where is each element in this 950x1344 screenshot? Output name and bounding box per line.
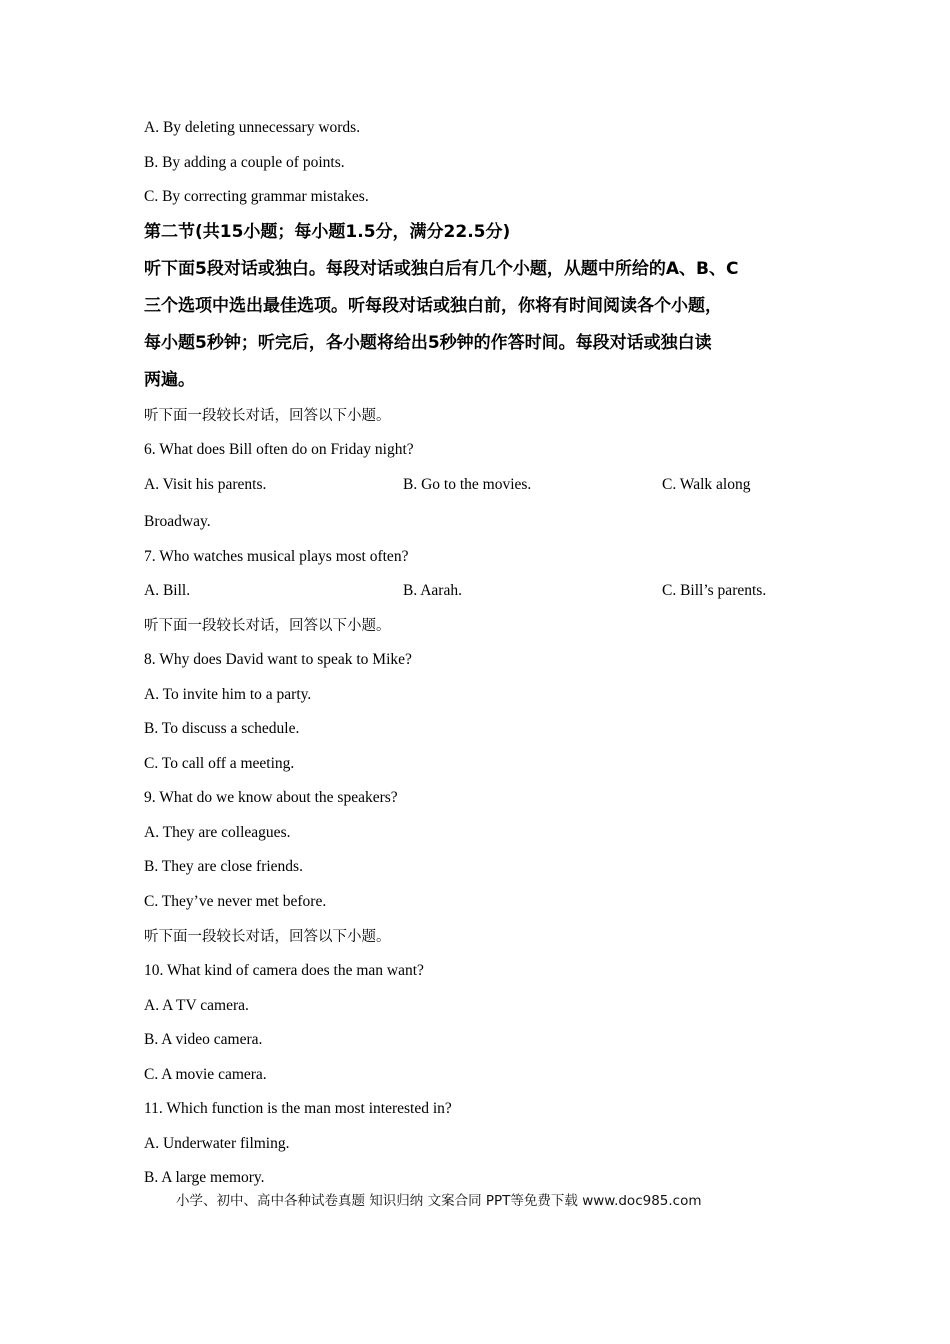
dialogue-prompt-1: 听下面一段较长对话，回答以下小题。 [144,408,391,424]
q6-option-c: C. Walk along [662,476,751,493]
section-heading: 第二节(共15小题；每小题1.5分，满分22.5分) [144,222,511,242]
q5-option-c: C. By correcting grammar mistakes. [144,188,369,205]
q10-option-b: B. A video camera. [144,1031,263,1048]
q7-option-b: B. Aarah. [403,582,462,599]
q5-option-b: B. By adding a couple of points. [144,154,345,171]
q7-option-c: C. Bill’s parents. [662,582,767,599]
q8-question: 8. Why does David want to speak to Mike? [144,651,412,668]
q9-question: 9. What do we know about the speakers? [144,789,398,806]
q8-option-b: B. To discuss a schedule. [144,720,300,737]
q9-option-b: B. They are close friends. [144,858,303,875]
q7-option-a: A. Bill. [144,582,191,599]
instructions-line-4: 两遍。 [144,370,195,390]
q6-option-a: A. Visit his parents. [144,476,267,493]
q10-question: 10. What kind of camera does the man want? [144,962,424,979]
q8-option-a: A. To invite him to a party. [144,686,312,703]
q10-option-c: C. A movie camera. [144,1066,267,1083]
dialogue-prompt-3: 听下面一段较长对话，回答以下小题。 [144,929,391,945]
q6-question: 6. What does Bill often do on Friday night? [144,441,414,458]
q5-option-a: A. By deleting unnecessary words. [144,119,361,136]
q9-option-c: C. They’ve never met before. [144,893,327,910]
q10-option-a: A. A TV camera. [144,997,249,1014]
q11-option-b: B. A large memory. [144,1169,265,1186]
dialogue-prompt-2: 听下面一段较长对话，回答以下小题。 [144,618,391,634]
instructions-line-2: 三个选项中选出最佳选项。听每段对话或独白前，你将有时间阅读各个小题， [144,296,722,316]
q6-option-c-continued: Broadway. [144,513,211,530]
q6-option-b: B. Go to the movies. [403,476,532,493]
footer-watermark: 小学、初中、高中各种试卷真题 知识归纳 文案合同 PPT等免费下载 www.doc985.com [176,1193,702,1209]
q11-option-a: A. Underwater filming. [144,1135,290,1152]
q11-question: 11. Which function is the man most interested in? [144,1100,452,1117]
instructions-line-1: 听下面5段对话或独白。每段对话或独白后有几个小题，从题中所给的A、B、C [144,259,739,279]
q8-option-c: C. To call off a meeting. [144,755,295,772]
q9-option-a: A. They are colleagues. [144,824,291,841]
q7-question: 7. Who watches musical plays most often? [144,548,409,565]
instructions-line-3: 每小题5秒钟；听完后，各小题将给出5秒钟的作答时间。每段对话或独白读 [144,333,712,353]
